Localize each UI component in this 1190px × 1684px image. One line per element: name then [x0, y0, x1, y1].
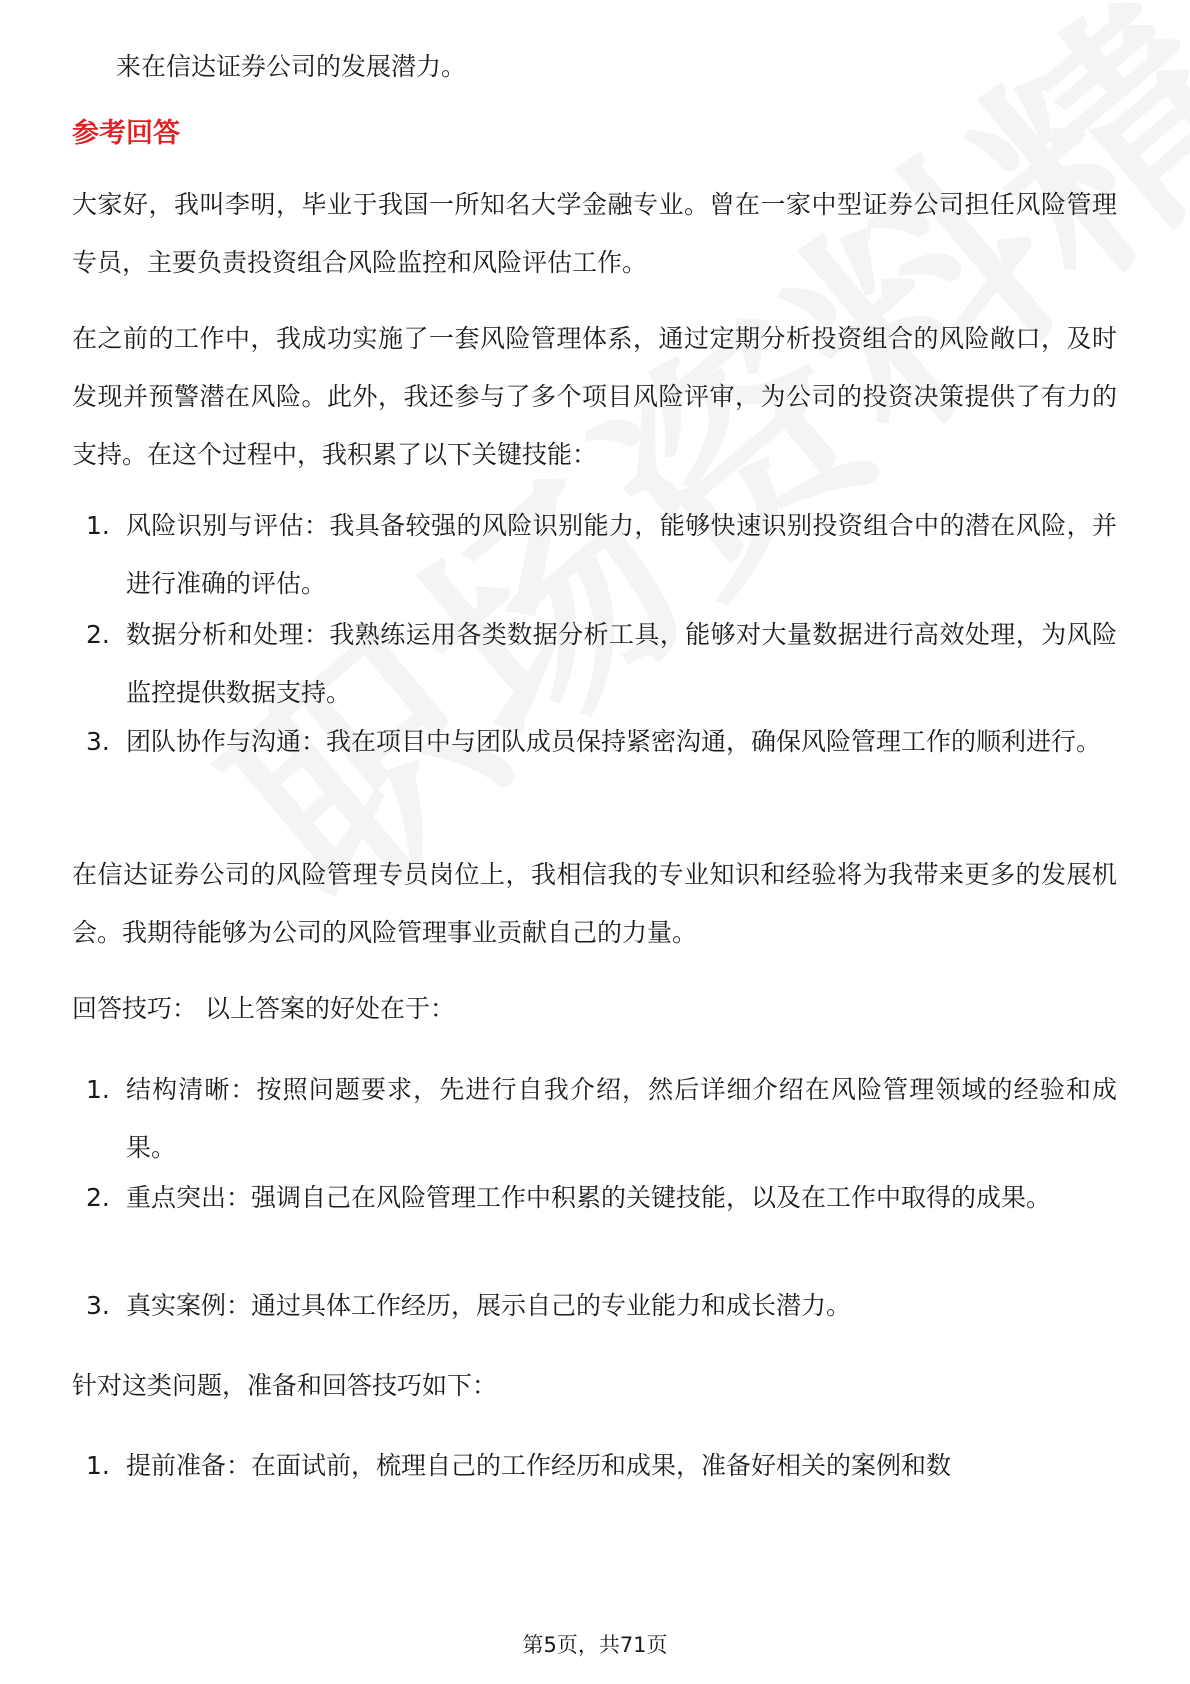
paragraph-self-intro: 大家好，我叫李明，毕业于我国一所知名大学金融专业。曾在一家中型证券公司担任风险管理专员，主要负责投资组合风险监控和风险评估工作。 [72, 190, 1117, 277]
page-footer: 第5页，共71页 [522, 1633, 668, 1657]
paragraph-conclusion: 在信达证券公司的风险管理专员岗位上，我相信我的专业知识和经验将为我带来更多的发展机会。我期待能够为公司的风险管理事业贡献自己的力量。 [72, 860, 1117, 947]
tips-list-item [86, 1169, 1117, 1227]
list-number: 2. [86, 620, 110, 649]
list-number: 3. [86, 1291, 110, 1320]
tips-list-item [86, 1277, 1117, 1335]
list-number: 1. [86, 1075, 110, 1104]
list-number: 1. [86, 511, 110, 540]
skills-list-item [86, 713, 1117, 771]
list-number: 3. [86, 727, 110, 756]
list-number: 1. [86, 1451, 110, 1480]
list-item-text: 团队协作与沟通：我在项目中与团队成员保持紧密沟通，确保风险管理工作的顺利进行。 [126, 727, 1102, 756]
paragraph-prep-intro: 针对这类问题，准备和回答技巧如下： [72, 1371, 498, 1400]
skills-list-item [86, 497, 1117, 613]
skills-list-item [86, 606, 1117, 722]
list-number: 2. [86, 1183, 110, 1212]
paragraph-answer-tips: 回答技巧： 以上答案的好处在于： [72, 994, 455, 1023]
list-item-text: 结构清晰：按照问题要求，先进行自我介绍，然后详细介绍在风险管理领域的经验和成果。 [126, 1075, 1117, 1162]
list-item-text: 真实案例：通过具体工作经历，展示自己的专业能力和成长潜力。 [126, 1291, 852, 1320]
list-item-text: 提前准备：在面试前，梳理自己的工作经历和成果，准备好相关的案例和数 [126, 1451, 952, 1480]
list-item-text: 数据分析和处理：我熟练运用各类数据分析工具，能够对大量数据进行高效处理，为风险监控提供数据支持。 [126, 620, 1117, 707]
intro-tail-text: 来在信达证券公司的发展潜力。 [116, 52, 467, 81]
list-item-text: 重点突出：强调自己在风险管理工作中积累的关键技能，以及在工作中取得的成果。 [126, 1183, 1052, 1212]
reference-answer-heading: 参考回答 [72, 118, 180, 149]
prep-list-item [86, 1437, 1117, 1495]
paragraph-work-experience: 在之前的工作中，我成功实施了一套风险管理体系，通过定期分析投资组合的风险敞口，及时发现并预警潜在风险。此外，我还参与了多个项目风险评审，为公司的投资决策提供了有力的支持。在这个过程中，我积累了以下关键技能： [72, 324, 1117, 469]
list-item-text: 风险识别与评估：我具备较强的风险识别能力，能够快速识别投资组合中的潜在风险，并进行准确的评估。 [126, 511, 1117, 598]
tips-list-item [86, 1061, 1117, 1177]
